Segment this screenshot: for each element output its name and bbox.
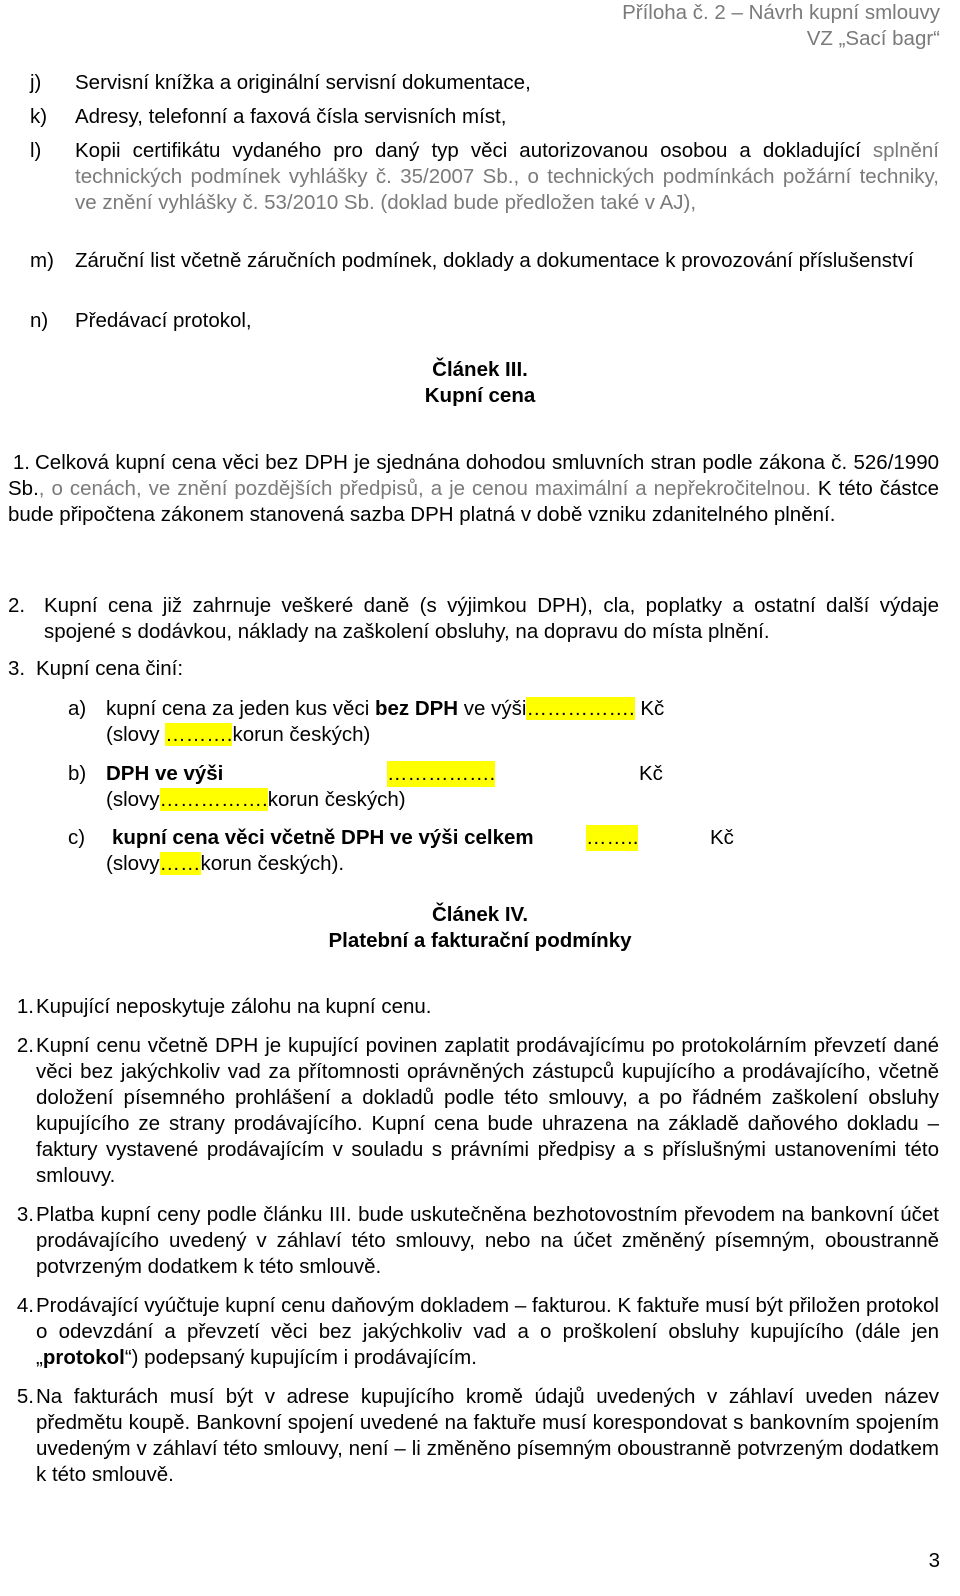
paragraph-text: K této částce bude připočtena zákonem stanovená sazba DPH platná v době vzniku zdanitelného plnění. (8, 477, 940, 526)
article-4-paragraph-4 (36, 1293, 939, 1371)
header-line-1: Příloha č. 2 – Návrh kupní smlouvy (622, 1, 940, 24)
article-3-paragraph-2: Kupní cena již zahrnuje veškeré daně (s výjimkou DPH), cla, poplatky a ostatní další výdaje spojené s dodávkou, náklady na zaškolení obsluhy, na dopravu do místa plnění. (44, 594, 939, 643)
words-end: korun českých) (267, 788, 406, 811)
price-item-b (106, 761, 223, 787)
price-text: kupní cena za jeden kus věci (106, 697, 375, 720)
article-4-heading: Článek IV. (431, 903, 529, 926)
price-bold: DPH ve výši (106, 762, 224, 785)
list-label: j) (30, 71, 42, 94)
price-item-b-label: b) (68, 762, 87, 785)
list-label: n) (30, 309, 49, 332)
currency: Kč (634, 697, 665, 720)
list-item-j (30, 70, 939, 96)
list-text-gray: , o technických podmínkách požární techniky, ve znění vyhlášky č. 53/2010 Sb. (75, 165, 939, 214)
article-3-heading: Článek III. (432, 358, 528, 381)
price-item-a (106, 696, 664, 722)
paragraph-number: 4. (16, 1294, 34, 1317)
header-line-2: VZ „Sací bagr“ (806, 27, 940, 50)
page-header (622, 0, 940, 52)
list-label: l) (30, 139, 42, 162)
words-label: (slovy (106, 788, 160, 811)
price-item-c-label: c) (68, 826, 86, 849)
paragraph-text: “) podepsaný kupujícím i prodávajícím. (124, 1346, 477, 1369)
list-text: Adresy, telefonní a faxová čísla servisních míst, (75, 105, 507, 128)
list-text: Předávací protokol, (75, 309, 252, 332)
words-blank-field[interactable]: ……………. (159, 788, 268, 811)
list-text-gray: splnění technických podmínek vyhlášky č. 35/2007 Sb. (75, 139, 939, 188)
list-item-m (30, 248, 939, 274)
article-4-paragraph-1: Kupující neposkytuje zálohu na kupní cenu. (36, 995, 432, 1018)
paragraph-number: 5. (16, 1385, 34, 1408)
price-bold: bez DPH (374, 697, 459, 720)
price-text: ve výši (458, 697, 527, 720)
price-item-a-words (106, 722, 370, 748)
price-item-b-words (106, 787, 406, 813)
article-4-paragraph-3: Platba kupní ceny podle článku III. bude uskutečněna bezhotovostním převodem na bankovní účet prodávajícího uvedený v záhlaví této smlouvy, nebo na účet změněný písemným, oboustranně potvrzeným dodatkem k této smlouvě. (36, 1203, 939, 1278)
list-label: m) (30, 249, 54, 272)
paragraph-text-gray: , o cenách, ve znění pozdějších předpisů, a je cenou maximální a nepřekročitelnou. (38, 477, 811, 500)
words-blank-field[interactable]: ………. (165, 723, 233, 746)
words-blank-field[interactable]: …… (159, 852, 201, 875)
article-4-title: Platební a fakturační podmínky (328, 929, 632, 952)
list-item-l (30, 138, 939, 216)
paragraph-number: 2. (16, 1034, 34, 1057)
price-blank-field[interactable]: ……………. (526, 697, 635, 720)
price-item-c (112, 825, 534, 851)
paragraph-number: 1. (16, 995, 34, 1018)
article-3-title: Kupní cena (424, 384, 536, 407)
price-item-c-words (106, 851, 344, 877)
words-end: korun českých). (200, 852, 345, 875)
words-label: (slovy (106, 723, 166, 746)
words-end: korun českých) (232, 723, 371, 746)
paragraph-number: 1. (12, 451, 30, 474)
currency: Kč (639, 762, 663, 785)
paragraph-bold: protokol (42, 1346, 125, 1369)
list-item-n (30, 308, 939, 334)
page-number: 3 (928, 1549, 940, 1572)
article-3-paragraph-1 (8, 450, 939, 528)
paragraph-number: 3. (8, 657, 26, 680)
price-blank-field[interactable]: …….. (586, 826, 639, 849)
price-blank-field[interactable]: ……………. (387, 762, 496, 785)
list-text-gray: (doklad bude předložen také v AJ), (374, 191, 697, 214)
list-text: Servisní knížka a originální servisní dokumentace, (75, 71, 531, 94)
paragraph-text: Celková kupní cena věci bez DPH je sjednána dohodou smluvních stran podle zákona č. 526/1990 Sb. (8, 451, 939, 500)
list-text: Záruční list včetně záručních podmínek, doklady a dokumentace k provozování příslušenství (75, 249, 914, 272)
paragraph-text: Prodávající vyúčtuje kupní cenu daňovým dokladem – fakturou. K faktuře musí být přiložen protokol o odevzdání a převzetí věci bez jakýchkoliv vad a o proškolení obsluhy kupujícího (dále jen „ (36, 1294, 939, 1369)
paragraph-number: 2. (8, 594, 26, 617)
list-label: k) (30, 105, 48, 128)
list-item-k (30, 104, 939, 130)
words-label: (slovy (106, 852, 160, 875)
article-3-paragraph-3: Kupní cena činí: (36, 657, 184, 680)
paragraph-number: 3. (16, 1203, 34, 1226)
list-text-black: Kopii certifikátu vydaného pro daný typ věci autorizovanou osobou a dokladující (75, 139, 861, 162)
list-text (75, 138, 939, 216)
article-4-paragraph-5: Na fakturách musí být v adrese kupujícího kromě údajů uvedených v záhlaví uveden název předmětu koupě. Bankovní spojení uvedené na faktuře musí korespondovat s bankovním spojením uvedeným v záhlaví této smlouvy, není – li změněno písemným oboustranně potvrzeným dodatkem k této smlouvě. (36, 1385, 939, 1486)
currency: Kč (710, 826, 734, 849)
price-item-a-label: a) (68, 697, 87, 720)
price-bold: kupní cena věci včetně DPH ve výši celkem (112, 826, 534, 849)
article-4-paragraph-2: Kupní cenu včetně DPH je kupující povinen zaplatit prodávajícímu po protokolárním převzetí dané věci bez jakýchkoliv vad za přítomnosti oprávněných zástupců kupujícího a prodávajícího, včetně doložení písemného prohlášení a dokladů podle této smlouvy, a po řádném zaškolení obsluhy kupujícího ze strany prodávajícího. Kupní cena bude uhrazena na základě daňového dokladu – faktury vystavené prodávajícím v souladu s právními předpisy a s příslušnými ustanoveními této smlouvy. (36, 1034, 939, 1187)
